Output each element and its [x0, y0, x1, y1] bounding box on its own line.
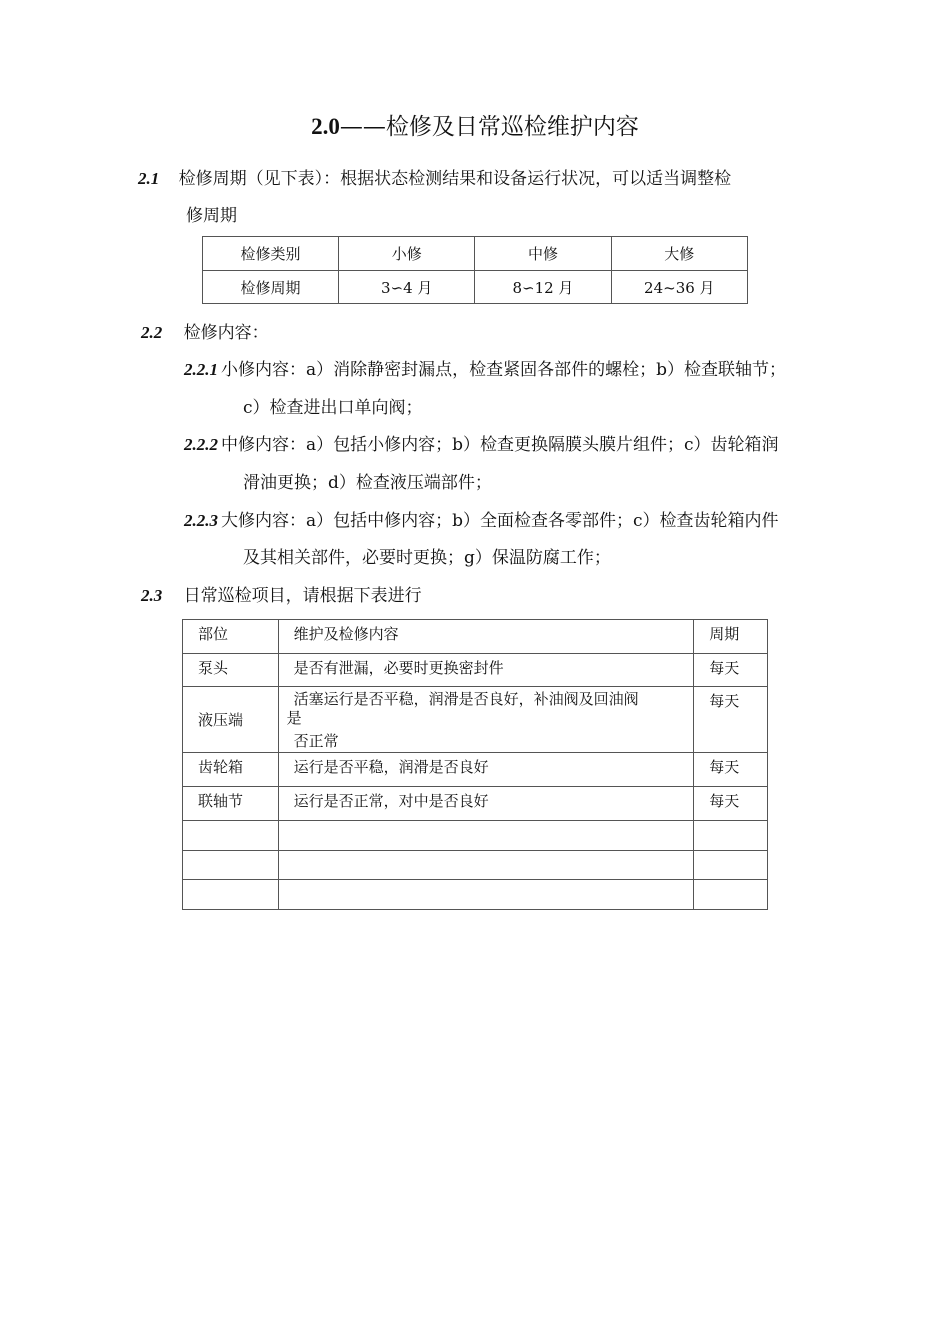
inspection-table [182, 619, 768, 910]
table-cell [183, 880, 279, 910]
table-cell: 3∽4 月 [339, 271, 475, 304]
table-cell: 小修 [339, 237, 475, 271]
table-cell [278, 880, 694, 910]
table-cell: 检修类别 [203, 237, 339, 271]
table-cell: 周期 [694, 620, 768, 654]
section-number: 2.2.3 [184, 511, 218, 530]
title-dash: —— [339, 114, 386, 140]
table-row [183, 620, 768, 654]
table-cell [278, 687, 694, 753]
table-cell: 液压端 [183, 687, 279, 753]
cell-line: 是 [286, 709, 302, 727]
table-cell [278, 851, 694, 880]
table-cell: 齿轮箱 [183, 753, 279, 787]
table-cell: 运行是否正常，对中是否良好 [278, 787, 694, 821]
table-cell: 每天 [694, 787, 768, 821]
section-2-2-2-line2: 滑油更换；d）检查液压端部件； [243, 473, 492, 493]
title-number: 2.0 [311, 114, 340, 139]
section-2-1-line2: 修周期 [186, 206, 237, 226]
table-row [183, 687, 768, 753]
title-text: 检修及日常巡检维护内容 [385, 114, 639, 140]
table-row [183, 753, 768, 787]
table-cell [694, 821, 768, 851]
section-2-2-3-line1 [184, 506, 779, 531]
table-cell: 部位 [183, 620, 279, 654]
table-row [183, 821, 768, 851]
table-cell: 泵头 [183, 654, 279, 687]
table-cell [694, 851, 768, 880]
table-cell: 是否有泄漏，必要时更换密封件 [278, 654, 694, 687]
section-2-2-2-line1 [184, 430, 779, 455]
section-number: 2.1 [138, 169, 160, 188]
page-title [0, 108, 950, 141]
table-row [183, 851, 768, 880]
cell-line: 活塞运行是否平稳，润滑是否良好，补油阀及回油阀 [293, 690, 639, 708]
table-row [183, 787, 768, 821]
section-2-1-line1 [138, 164, 731, 189]
table-cell: 中修 [475, 237, 611, 271]
table-cell: 每天 [694, 687, 768, 753]
section-2-2-1-line2: c）检查进出口单向阀； [243, 398, 423, 418]
table-cell: 维护及检修内容 [278, 620, 694, 654]
table-cell: 联轴节 [183, 787, 279, 821]
section-2-2 [141, 318, 269, 343]
section-text: 检修周期（见下表）：根据状态检测结果和设备运行状况，可以适当调整检 [178, 169, 732, 189]
table-row [183, 880, 768, 910]
section-2-2-1-line1 [184, 355, 786, 380]
section-number: 2.2.1 [184, 360, 218, 379]
section-number: 2.2 [141, 323, 163, 342]
table-row [183, 654, 768, 687]
table-cell: 每天 [694, 753, 768, 787]
cell-line: 否正常 [293, 732, 339, 749]
table-row [203, 271, 748, 304]
section-2-2-3-line2: 及其相关部件，必要时更换；g）保温防腐工作； [243, 548, 611, 568]
table-cell: 大修 [611, 237, 747, 271]
table-row [203, 237, 748, 271]
table-cell: 8∽12 月 [475, 271, 611, 304]
section-text: 中修内容：a）包括小修内容；b）检查更换隔膜头膜片组件；c）齿轮箱润 [221, 435, 779, 455]
table-cell [183, 821, 279, 851]
table-cell [694, 880, 768, 910]
section-number: 2.3 [141, 586, 163, 605]
section-text: 大修内容：a）包括中修内容；b）全面检查各零部件；c）检查齿轮箱内件 [221, 511, 779, 531]
section-text: 小修内容：a）消除静密封漏点，检查紧固各部件的螺栓；b）检查联轴节； [221, 360, 787, 380]
section-2-3 [141, 581, 422, 606]
section-text: 检修内容： [183, 323, 269, 343]
table-cell: 检修周期 [203, 271, 339, 304]
section-number: 2.2.2 [184, 435, 218, 454]
table-cell: 24~36 月 [611, 271, 747, 304]
table-cell [278, 821, 694, 851]
section-text: 日常巡检项目，请根据下表进行 [183, 586, 422, 606]
table-cell [183, 851, 279, 880]
table-cell: 运行是否平稳，润滑是否良好 [278, 753, 694, 787]
period-table [202, 236, 748, 304]
table-cell: 每天 [694, 654, 768, 687]
cell-content [287, 687, 694, 749]
